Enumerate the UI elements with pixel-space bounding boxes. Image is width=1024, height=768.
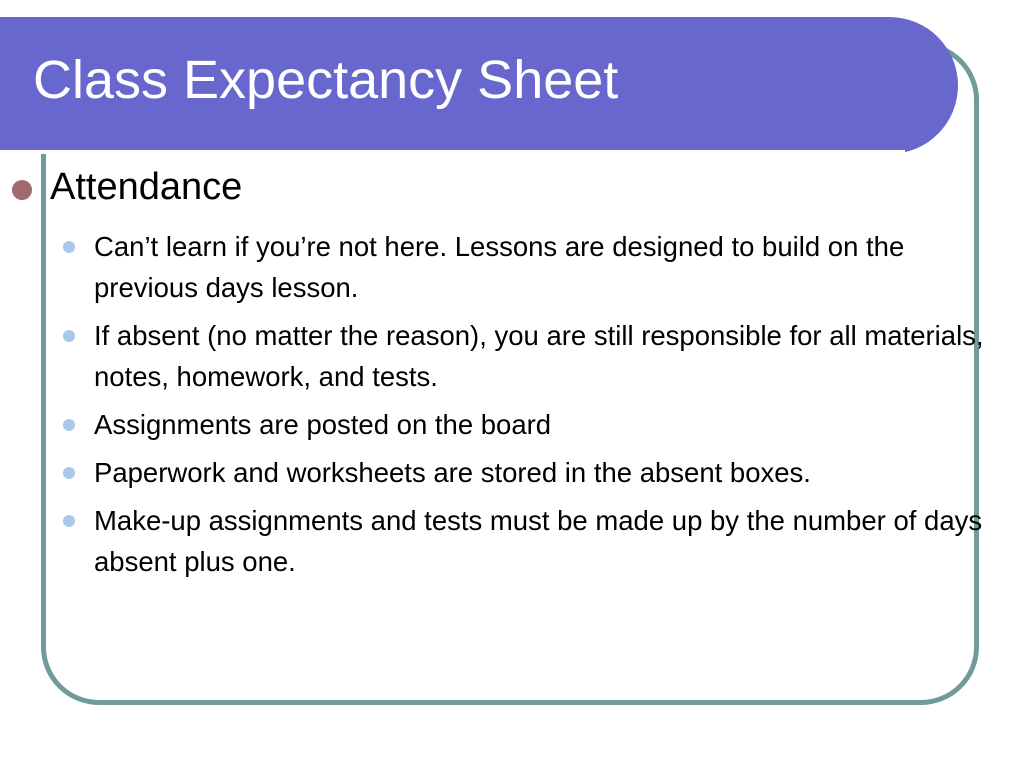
sub-bullet-text: If absent (no matter the reason), you are still responsible for all materials, notes, homework, and tests. bbox=[94, 320, 984, 392]
small-bullet-dot-icon bbox=[63, 515, 75, 527]
sub-bullet-text: Can’t learn if you’re not here. Lessons are designed to build on the previous days lesson. bbox=[94, 231, 905, 303]
slide-content bbox=[0, 160, 1024, 589]
sub-bullet-item bbox=[0, 404, 1024, 445]
sub-bullet-text: Make-up assignments and tests must be made up by the number of days absent plus one. bbox=[94, 505, 983, 577]
small-bullet-dot-icon bbox=[63, 241, 75, 253]
sub-bullet-text: Paperwork and worksheets are stored in the absent boxes. bbox=[94, 457, 811, 488]
title-underline bbox=[0, 150, 905, 154]
bullet-attendance bbox=[0, 160, 1024, 216]
sub-bullet-item bbox=[0, 500, 1024, 582]
sub-bullet-item bbox=[0, 315, 1024, 397]
small-bullet-dot-icon bbox=[63, 330, 75, 342]
sub-bullet-item bbox=[0, 452, 1024, 493]
bullet-dot-icon bbox=[12, 180, 32, 200]
sub-bullet-text: Assignments are posted on the board bbox=[94, 409, 552, 440]
small-bullet-dot-icon bbox=[63, 467, 75, 479]
small-bullet-dot-icon bbox=[63, 419, 75, 431]
slide-title: Class Expectancy Sheet bbox=[33, 50, 619, 110]
sub-bullet-list bbox=[0, 226, 1024, 582]
bullet-label: Attendance bbox=[50, 166, 243, 208]
sub-bullet-item bbox=[0, 226, 1024, 308]
